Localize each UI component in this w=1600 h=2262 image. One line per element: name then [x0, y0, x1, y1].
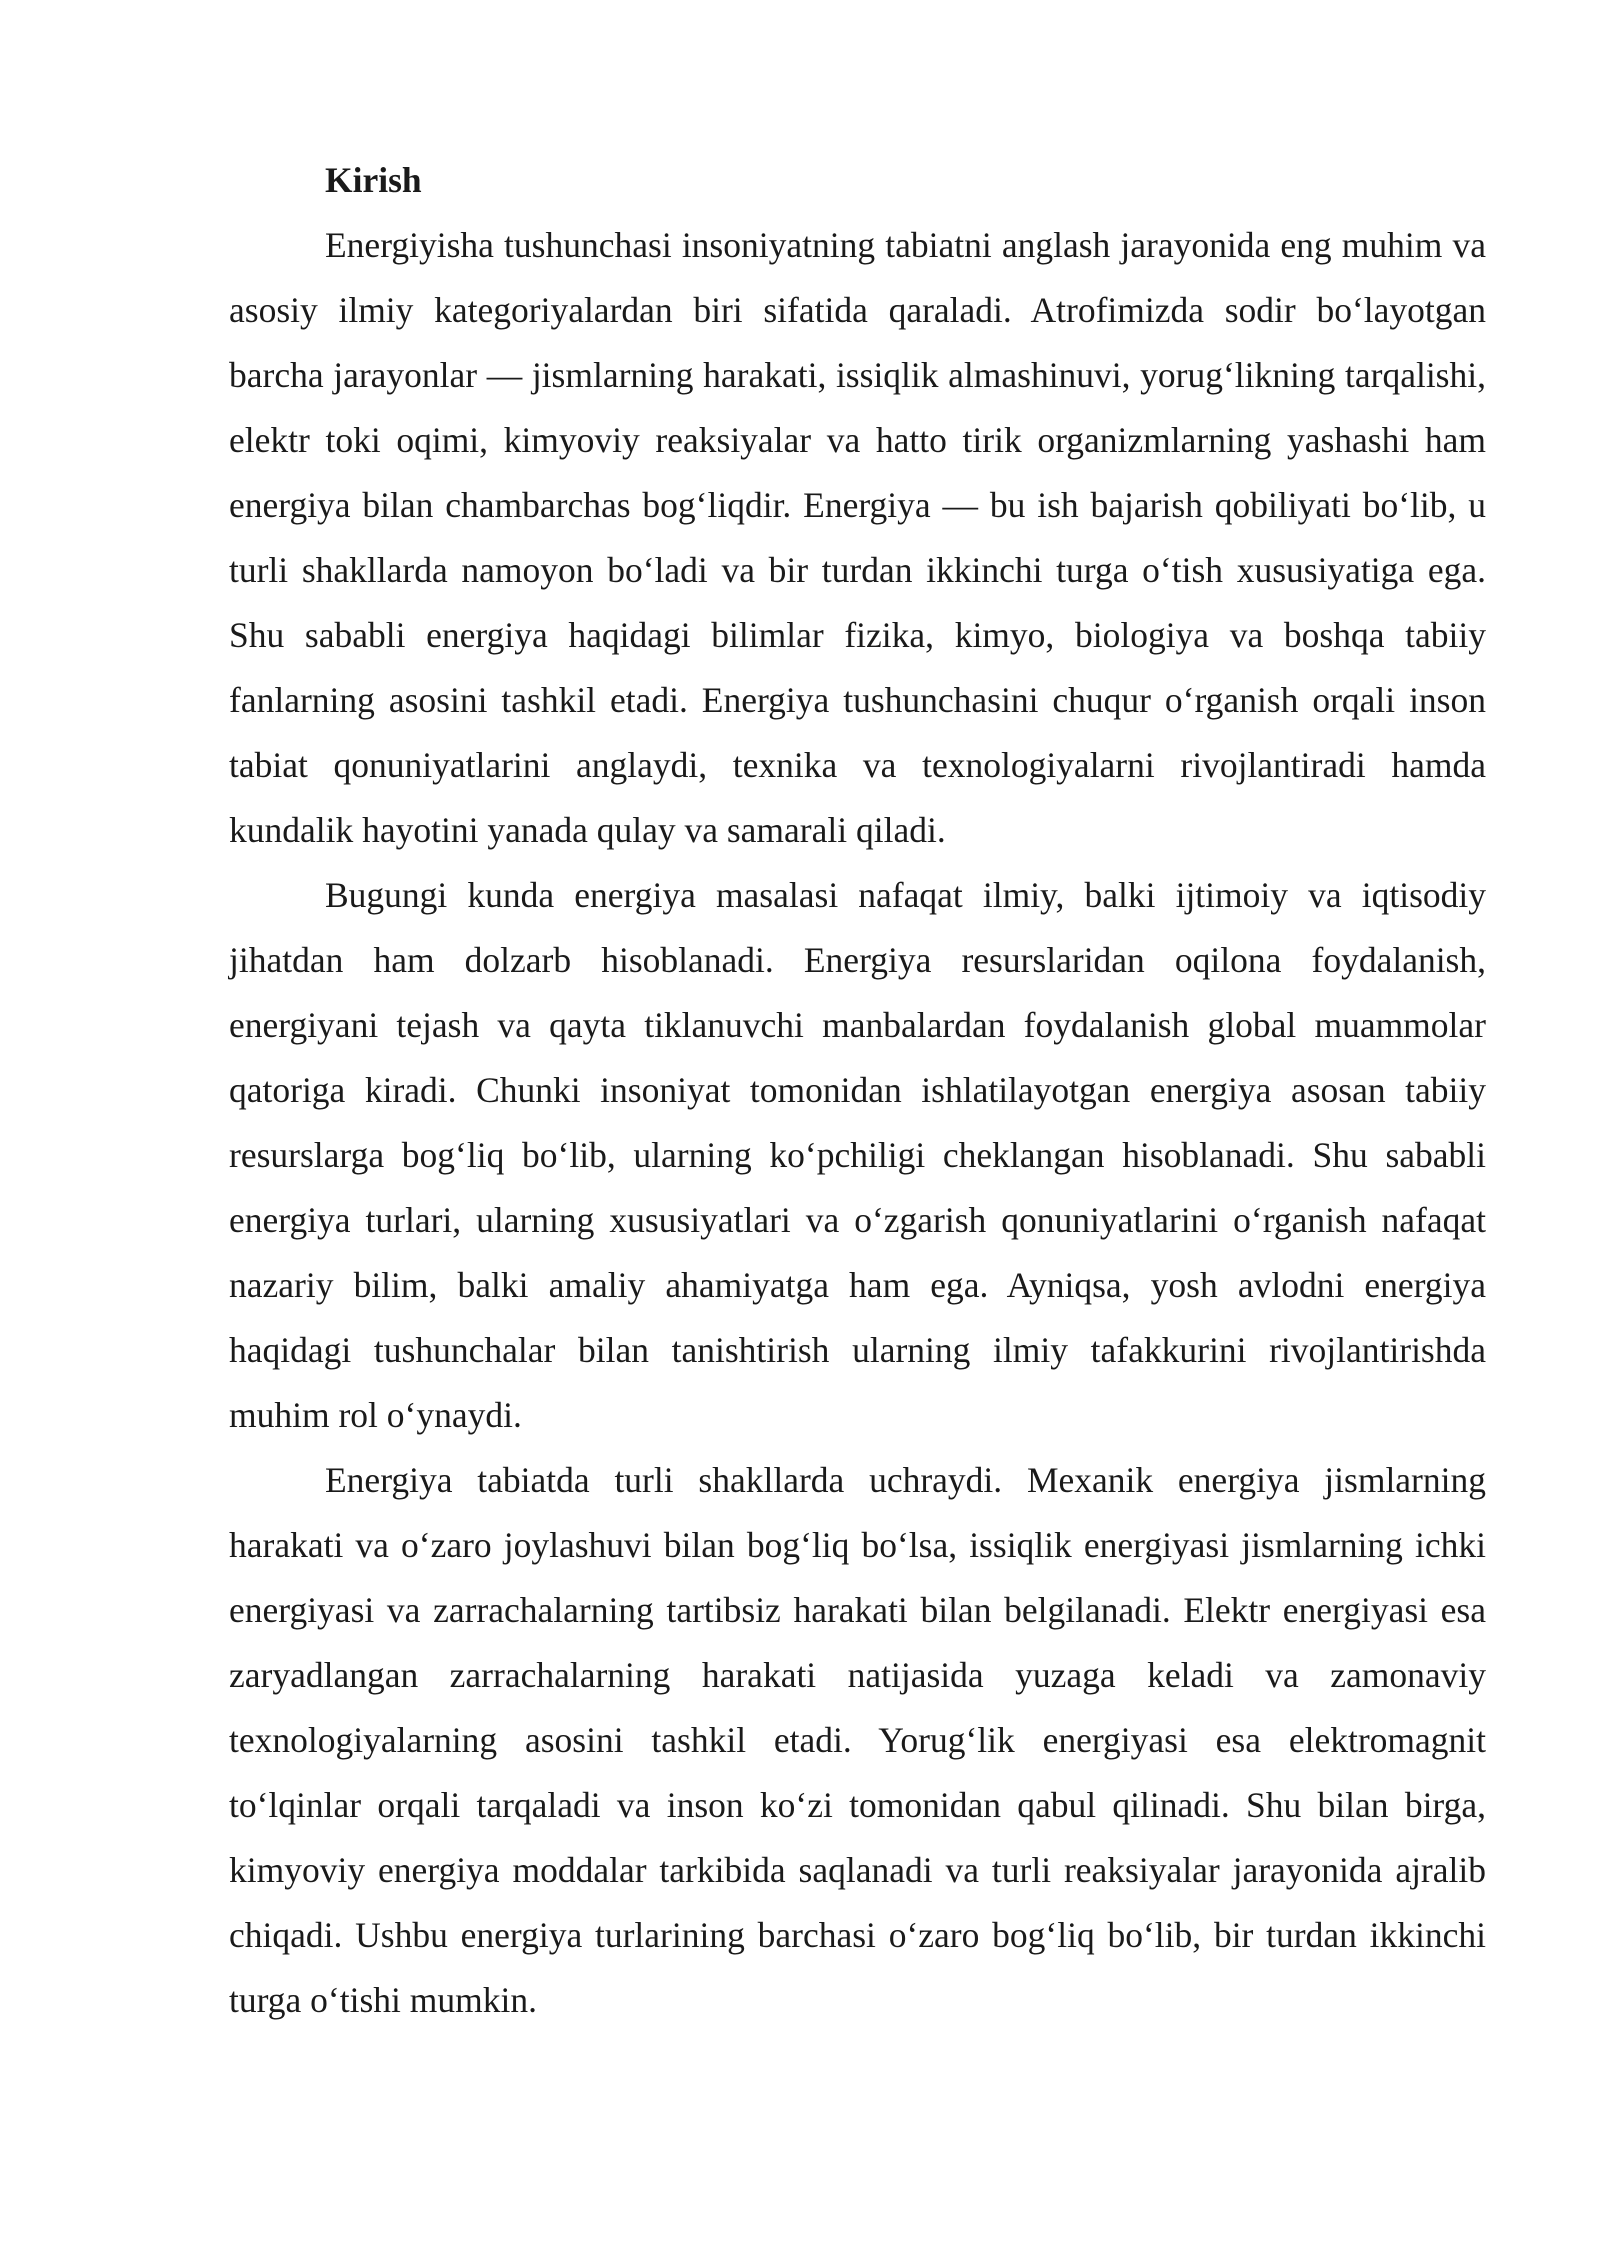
paragraph-2: Bugungi kunda energiya masalasi nafaqat ilmiy, balki ijtimoiy va iqtisodiy jihatdan ham dolzarb hisoblanadi. Energiya resurslaridan oqilona foydalanish, energiyani tejash va qayta tiklanuvchi manbalardan foydalanish global muammolar qatoriga kiradi. Chunki insoniyat tomonidan ishlatilayotgan energiya asosan tabiiy resurslarga bog‘liq bo‘lib, ularning ko‘pchiligi cheklangan hisoblanadi. Shu sababli energiya turlari, ularning xususiyatlari va o‘zgarish qonuniyatlarini o‘rganish nafaqat nazariy bilim, balki amaliy ahamiyatga ham ega. Ayniqsa, yosh avlodni energiya haqidagi tushunchalar bilan tanishtirish ularning ilmiy tafakkurini rivojlantirishda muhim rol o‘ynaydi.: [229, 875, 1486, 1435]
paragraph-1: Energiyisha tushunchasi insoniyatning tabiatni anglash jarayonida eng muhim va asosiy ilmiy kategoriyalardan biri sifatida qaraladi. Atrofimizda sodir bo‘layotgan barcha jarayonlar — jismlarning harakati, issiqlik almashinuvi, yorug‘likning tarqalishi, elektr toki oqimi, kimyoviy reaksiyalar va hatto tirik organizmlarning yashashi ham energiya bilan chambarchas bog‘liqdir. Energiya — bu ish bajarish qobiliyati bo‘lib, u turli shakllarda namoyon bo‘ladi va bir turdan ikkinchi turga o‘tish xususiyatiga ega. Shu sababli energiya haqidagi bilimlar fizika, kimyo, biologiya va boshqa tabiiy fanlarning asosini tashkil etadi. Energiya tushunchasini chuqur o‘rganish orqali inson tabiat qonuniyatlarini anglaydi, texnika va texnologiyalarni rivojlantiradi hamda kundalik hayotini yanada qulay va samarali qiladi.: [229, 225, 1486, 850]
paragraph-3: Energiya tabiatda turli shakllarda uchraydi. Mexanik energiya jismlarning harakati va o‘zaro joylashuvi bilan bog‘liq bo‘lsa, issiqlik energiyasi jismlarning ichki energiyasi va zarrachalarning tartibsiz harakati bilan belgilanadi. Elektr energiyasi esa zaryadlangan zarrachalarning harakati natijasida yuzaga keladi va zamonaviy texnologiyalarning asosini tashkil etadi. Yorug‘lik energiyasi esa elektromagnit to‘lqinlar orqali tarqaladi va inson ko‘zi tomonidan qabul qilinadi. Shu bilan birga, kimyoviy energiya moddalar tarkibida saqlanadi va turli reaksiyalar jarayonida ajralib chiqadi. Ushbu energiya turlarining barchasi o‘zaro bog‘liq bo‘lib, bir turdan ikkinchi turga o‘tishi mumkin.: [229, 1460, 1486, 2020]
section-heading: Kirish: [325, 160, 422, 200]
document-body: [229, 148, 1486, 2033]
